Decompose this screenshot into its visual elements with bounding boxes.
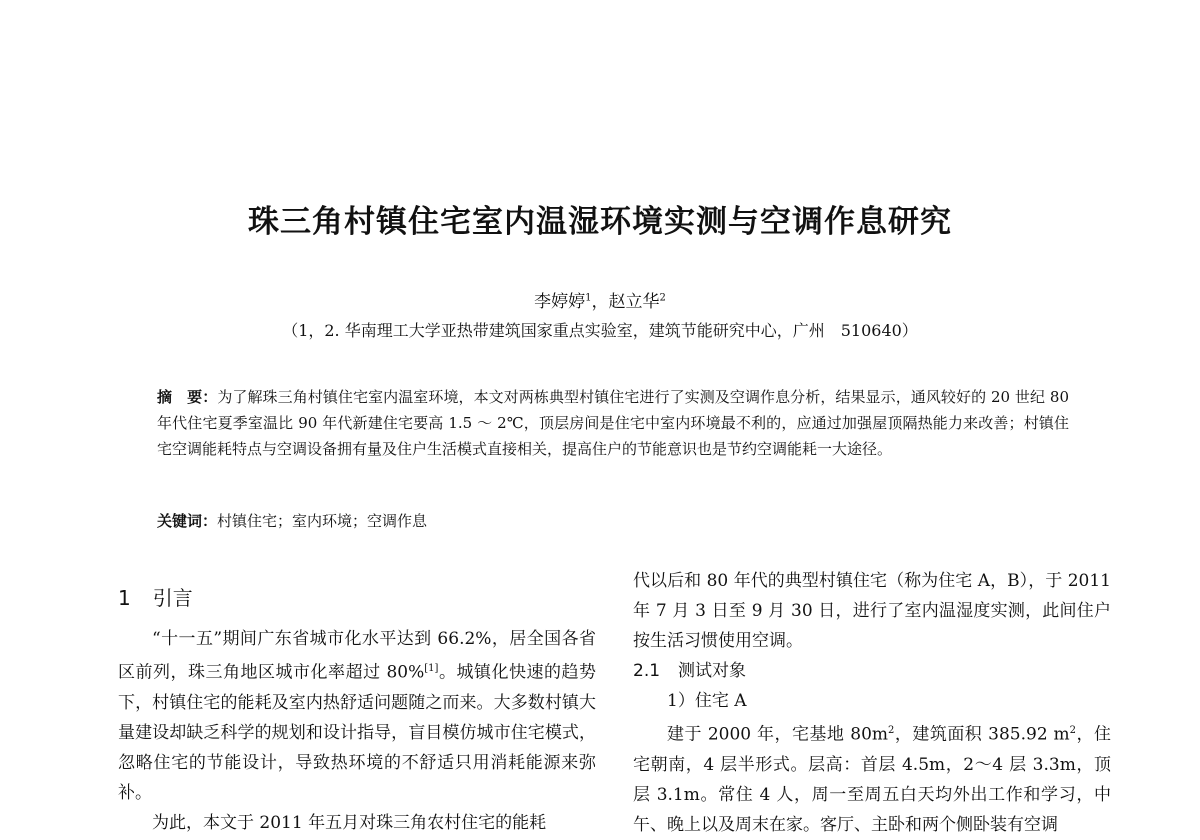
author-line (0, 287, 1200, 312)
paragraph-text: 建于 2000 年，宅基地 80m (667, 724, 889, 745)
paragraph-text: ，住宅朝南，4 层半形式。层高：首层 4.5m，2～4 层 3.3m，顶层 3.1m。常住 4 人，周一至周五白天均外出工作和学习，中午、晚上以及周末在家。客厅、主卧和两个侧卧装有空调 (633, 724, 1111, 835)
author-name: 赵立华 (608, 292, 660, 312)
abstract-text: 为了解珠三角村镇住宅室内温室环境，本文对两栋典型村镇住宅进行了实测及空调作息分析，结果显示，通风较好的 20 世纪 80 年代住宅夏季室温比 90 年代新建住宅要高 1.5 ～ 2℃，顶层房间是住宅中室内环境最不利的，应通过加强屋顶隔热能力来改善；村镇住宅空调能耗特点与空调设备拥有量及住户生活模式直接相关，提高住户的节能意识也是节约空调能耗一大途径。 (157, 388, 1069, 458)
superscript: 2 (1069, 725, 1077, 736)
affiliation: （1，2. 华南理工大学亚热带建筑国家重点实验室，建筑节能研究中心，广州 510640） (282, 321, 918, 340)
list-item: 1）住宅 A (667, 691, 747, 711)
author-name: 李婷婷 (534, 292, 586, 312)
body-paragraph: 为此，本文于 2011 年五月对珠三角农村住宅的能耗 (152, 812, 547, 833)
subsection-title: 测试对象 (678, 661, 747, 681)
author-affiliation-mark: 2 (659, 292, 666, 304)
paragraph-text: “十一五”期间广东省城市化水平达到 66.2%，居全国各省区前列，珠三角地区城市化率超过 80% (118, 629, 596, 683)
abstract-label: 摘 要： (157, 388, 218, 406)
citation-ref: [1] (424, 663, 439, 674)
right-column (633, 566, 1111, 840)
section-title: 引言 (152, 586, 193, 610)
paper-title: 珠三角村镇住宅室内温湿环境实测与空调作息研究 (248, 204, 952, 240)
body-paragraph: 代以后和 80 年代的典型村镇住宅（称为住宅 A，B），于 2011 年 7 月 3 日至 9 月 30 日，进行了室内温湿度实测，此间住户按生活习惯使用空调。 (633, 571, 1111, 651)
paragraph-text: ，建筑面积 385.92 m (894, 724, 1070, 745)
section-heading (118, 582, 193, 611)
keywords-text: 村镇住宅；室内环境；空调作息 (217, 512, 428, 530)
author-affiliation-mark: 1 (585, 292, 592, 304)
body-paragraph (118, 624, 596, 808)
author-separator: ， (591, 292, 609, 312)
subsection-number: 2.1 (633, 661, 661, 681)
body-paragraph (633, 716, 1111, 840)
section-number: 1 (118, 586, 131, 610)
paragraph-text: 。城镇化快速的趋势下，村镇住宅的能耗及室内热舒适问题随之而来。大多数村镇大量建设却缺乏科学的规划和设计指导，盲目模仿城市住宅模式，忽略住宅的节能设计，导致热环境的不舒适只用消耗能源来弥补。 (118, 662, 596, 803)
abstract (157, 384, 1069, 462)
superscript: 2 (888, 725, 895, 736)
keywords-label: 关键词： (157, 512, 218, 530)
keywords (157, 510, 427, 531)
subsection-heading (633, 656, 1111, 686)
left-column (118, 624, 596, 838)
